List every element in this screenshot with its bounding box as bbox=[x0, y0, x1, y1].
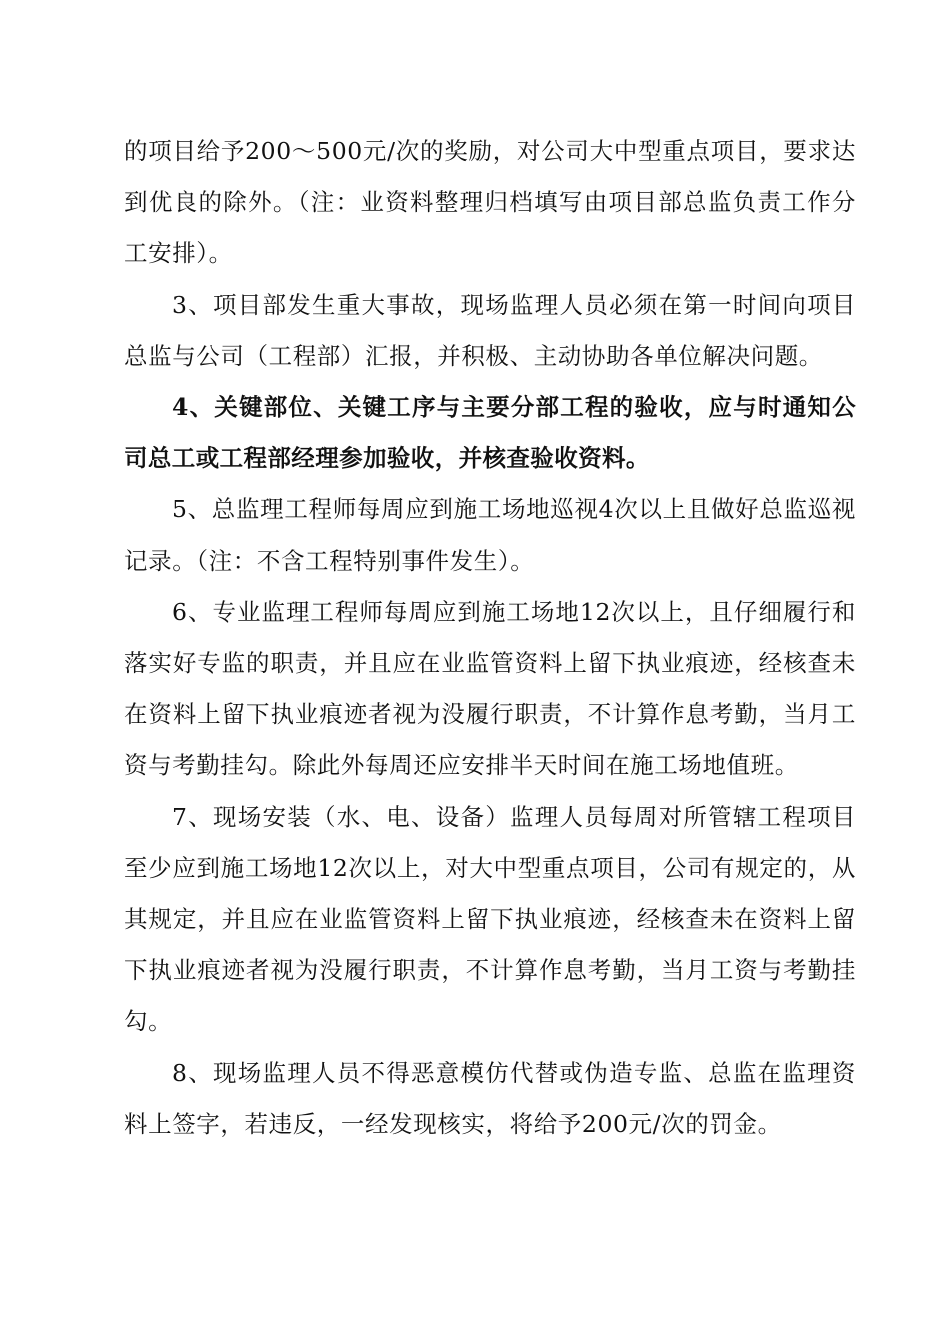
paragraph-item-4: 4、关键部位、关键工序与主要分部工程的验收，应与时通知公司总工或工程部经理参加验收，并核查验收资料。 bbox=[124, 393, 856, 473]
document-body bbox=[124, 126, 856, 1150]
paragraph-continuation: 的项目给予200～500元/次的奖励，对公司大中型重点项目，要求达到优良的除外。（注：业资料整理归档填写由项目部总监负责工作分工安排）。 bbox=[124, 137, 856, 268]
paragraph-item-5: 5、总监理工程师每周应到施工场地巡视4次以上且做好总监巡视记录。（注：不含工程特别事件发生）。 bbox=[124, 495, 856, 575]
paragraph-item-8: 8、现场监理人员不得恶意模仿代替或伪造专监、总监在监理资料上签字，若违反，一经发现核实，将给予200元/次的罚金。 bbox=[124, 1058, 856, 1138]
paragraph-item-7: 7、现场安装（水、电、设备）监理人员每周对所管辖工程项目至少应到施工场地12次以上，对大中型重点项目，公司有规定的，从其规定，并且应在业监管资料上留下执业痕迹，经核查未在资料上留下执业痕迹者视为没履行职责，不计算作息考勤，当月工资与考勤挂勾。 bbox=[124, 802, 856, 1036]
paragraph-item-3: 3、项目部发生重大事故，现场监理人员必须在第一时间向项目总监与公司（工程部）汇报，并积极、主动协助各单位解决问题。 bbox=[124, 290, 856, 370]
paragraph-item-6: 6、专业监理工程师每周应到施工场地12次以上，且仔细履行和落实好专监的职责，并且应在业监管资料上留下执业痕迹，经核查未在资料上留下执业痕迹者视为没履行职责，不计算作息考勤，当月工资与考勤挂勾。除此外每周还应安排半天时间在施工场地值班。 bbox=[124, 597, 856, 780]
